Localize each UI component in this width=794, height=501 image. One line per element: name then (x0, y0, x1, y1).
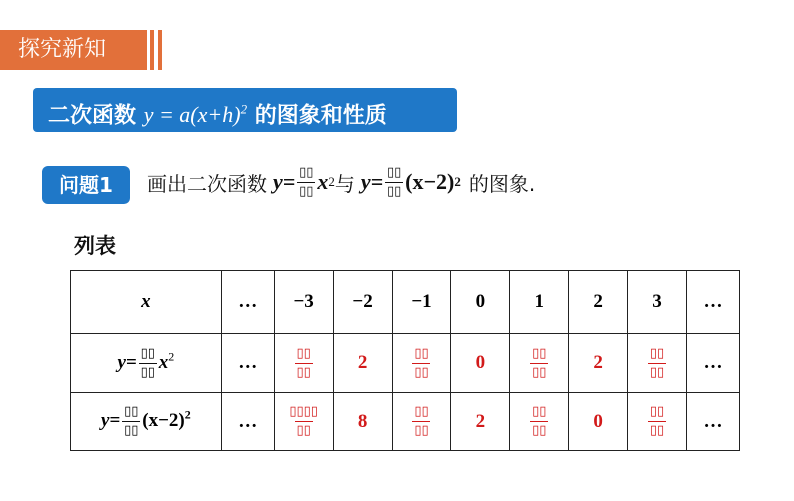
topic-formula-sup: 2 (240, 102, 248, 117)
fraction-denominator: ▯▯ (649, 423, 665, 438)
x-value: 0 (451, 271, 510, 334)
row1-lhs: y= (117, 351, 137, 373)
numerator-glyph: ▯▯ (303, 404, 318, 419)
fraction-numerator: ▯▯ (386, 164, 402, 180)
formula1-lhs: y= (273, 169, 296, 194)
x-value: 1 (510, 271, 569, 334)
fraction-bar (412, 421, 430, 422)
topic-formula-text: y = a(x+h) (143, 102, 241, 128)
section-tag: 探究新知 (0, 30, 147, 70)
table-row-x (71, 271, 740, 334)
value-cell (628, 334, 687, 393)
fraction-denominator: ▯▯ (299, 183, 314, 199)
topic-formula (144, 102, 247, 127)
fraction-numerator: ▯▯ (532, 404, 547, 419)
value-fraction (295, 346, 313, 381)
row2-paren: (x−2) (142, 409, 185, 431)
fraction-bar (530, 363, 548, 364)
fraction-numerator: ▯▯ (414, 345, 429, 361)
value-cell (274, 334, 333, 393)
question-lead: 画出二次函数 (147, 171, 267, 196)
fraction-numerator: ▯▯ (296, 345, 311, 361)
ellipsis-cell: … (221, 393, 274, 451)
fraction-bar (530, 421, 548, 422)
header-x-label: x (71, 271, 222, 334)
fraction-bar (295, 363, 313, 364)
fraction-denominator: ▯▯ (296, 423, 311, 438)
list-label: 列表 (74, 234, 116, 258)
row2-label-fraction (122, 404, 140, 439)
fraction-denominator: ▯▯ (414, 423, 429, 438)
value-table (70, 270, 740, 451)
question-join: 与 (334, 171, 355, 196)
fraction-numerator (289, 404, 318, 420)
x-value: −3 (274, 271, 333, 334)
fraction-bar (295, 421, 313, 422)
value-cell (392, 334, 451, 393)
value-cell: 0 (569, 393, 628, 451)
value-fraction (412, 404, 430, 439)
value-cell: 2 (451, 393, 510, 451)
x-value: 3 (628, 271, 687, 334)
fraction-numerator: ▯▯ (299, 164, 314, 180)
topic-title (33, 88, 457, 132)
fraction-bar (122, 421, 140, 422)
value-fraction (648, 346, 666, 381)
tag-divider-bar (150, 30, 154, 70)
fraction-numerator: ▯▯ (124, 404, 139, 419)
fraction-numerator: ▯▯ (140, 345, 155, 361)
ellipsis-cell: … (221, 271, 274, 334)
value-cell (274, 393, 333, 451)
row1-var: x (158, 351, 169, 373)
x-value: −1 (392, 271, 451, 334)
fraction-denominator: ▯▯ (414, 364, 429, 380)
ellipsis-cell: … (687, 334, 740, 393)
fraction-bar (297, 182, 315, 183)
fraction-bar (648, 363, 666, 364)
value-cell: 2 (333, 334, 392, 393)
topic-prefix: 二次函数 (48, 103, 137, 129)
formula2-sup: 2 (454, 174, 461, 189)
value-cell (628, 393, 687, 451)
row1-label-fraction (139, 346, 157, 381)
fraction-numerator: ▯▯ (649, 404, 665, 419)
formula1-fraction (297, 165, 315, 200)
value-cell (510, 393, 569, 451)
ellipsis-cell: … (687, 271, 740, 334)
value-fraction (648, 404, 666, 439)
row2-sup: 2 (184, 407, 191, 422)
table-row-f1 (71, 334, 740, 393)
row1-label (71, 334, 222, 393)
row1-sup: 2 (168, 349, 175, 364)
topic-suffix: 的图象和性质 (254, 103, 387, 129)
value-cell: 0 (451, 334, 510, 393)
value-fraction (530, 346, 548, 381)
fraction-denominator: ▯▯ (124, 423, 139, 438)
formula2-lhs: y= (360, 169, 384, 194)
row2-lhs: y= (101, 409, 121, 431)
fraction-numerator: ▯▯ (414, 404, 429, 419)
fraction-denominator: ▯▯ (140, 364, 155, 380)
value-cell (510, 334, 569, 393)
value-cell: 8 (333, 393, 392, 451)
formula1-var: x (317, 169, 329, 194)
fraction-numerator: ▯▯ (532, 345, 547, 361)
question-tail: 的图象. (468, 171, 536, 196)
value-fraction (530, 404, 548, 439)
fraction-bar (412, 363, 430, 364)
fraction-denominator: ▯▯ (386, 183, 402, 199)
value-cell: 2 (569, 334, 628, 393)
formula2-fraction (385, 165, 403, 200)
question-badge: 问题1 (42, 166, 130, 204)
fraction-denominator: ▯▯ (649, 364, 665, 380)
tag-divider-bar (158, 30, 162, 70)
fraction-bar (648, 421, 666, 422)
value-fraction (289, 404, 318, 439)
x-value: 2 (569, 271, 628, 334)
row2-label (71, 393, 222, 451)
fraction-bar (139, 363, 157, 364)
fraction-numerator: ▯▯ (649, 345, 665, 361)
value-cell (392, 393, 451, 451)
table-row-f2 (71, 393, 740, 451)
fraction-bar (385, 182, 403, 183)
fraction-denominator: ▯▯ (532, 364, 547, 380)
ellipsis-cell: … (687, 393, 740, 451)
numerator-glyph: ▯▯ (289, 404, 304, 419)
question-text (147, 152, 535, 212)
fraction-denominator: ▯▯ (532, 423, 547, 438)
formula2-paren: (x−2) (405, 169, 455, 194)
formula1-sup: 2 (328, 174, 335, 189)
x-value: −2 (333, 271, 392, 334)
ellipsis-cell: … (221, 334, 274, 393)
value-fraction (412, 346, 430, 381)
fraction-denominator: ▯▯ (296, 364, 311, 380)
